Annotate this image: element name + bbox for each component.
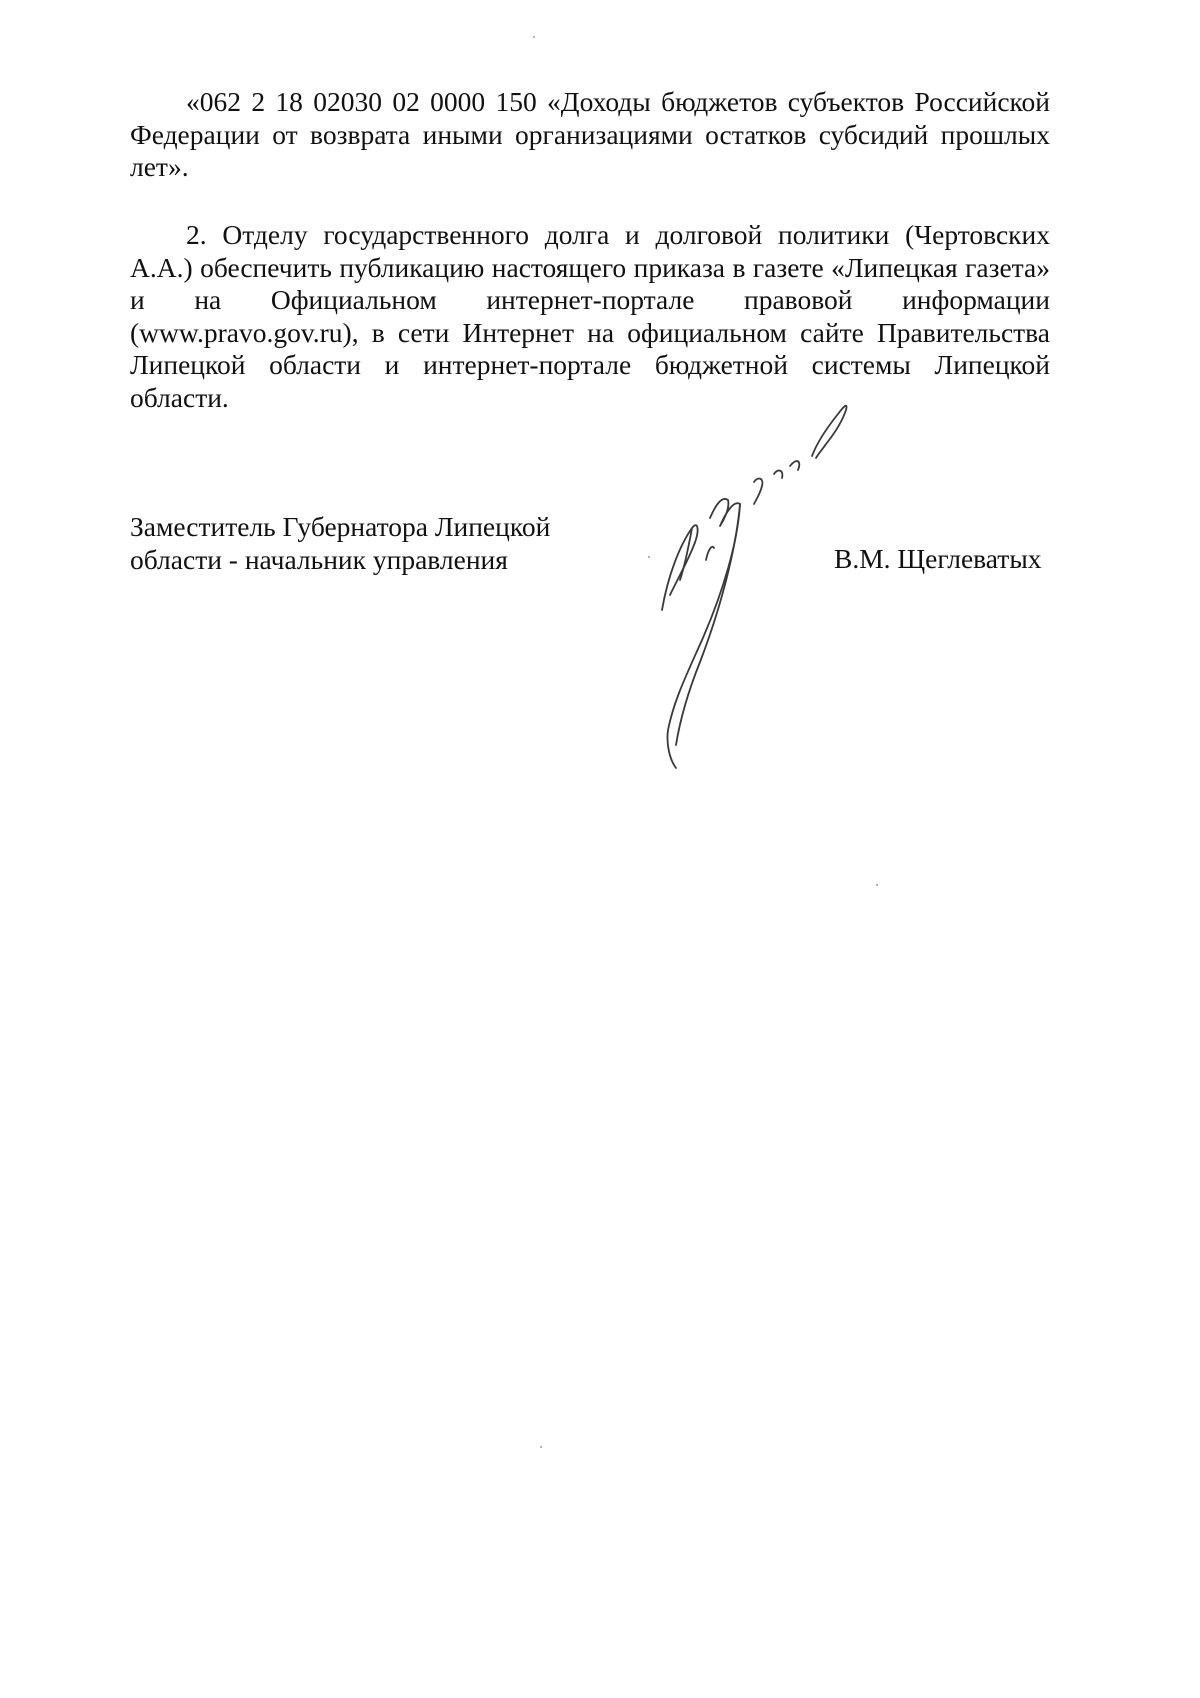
scan-speck xyxy=(876,884,878,886)
scan-speck xyxy=(648,556,650,558)
handwritten-signature xyxy=(640,400,900,770)
signer-name: В.М. Щеглеватых xyxy=(834,543,1042,574)
paragraph-publication-order: 2. Отделу государственного долга и долговой политики (Чертовских А.А.) обеспечить публикацию настоящего приказа в газете «Липецкая газета» и на Официальном интернет-портале правовой информации (www.pravo.gov.ru), в сети Интернет на официальном сайте Правительства Липецкой области и интернет-портале бюджетной системы Липецкой области. xyxy=(130,219,1050,413)
signatory-position-line-2: области - начальник управления xyxy=(130,543,508,575)
scan-speck xyxy=(540,1446,542,1448)
signatory-position xyxy=(130,511,550,576)
scan-speck xyxy=(533,36,535,38)
paragraph-budget-code: «062 2 18 02030 02 0000 150 «Доходы бюджетов субъектов Российской Федерации от возврата иными организациями остатков субсидий прошлых лет». xyxy=(130,86,1050,182)
signatory-position-line-1: Заместитель Губернатора Липецкой xyxy=(130,511,551,542)
